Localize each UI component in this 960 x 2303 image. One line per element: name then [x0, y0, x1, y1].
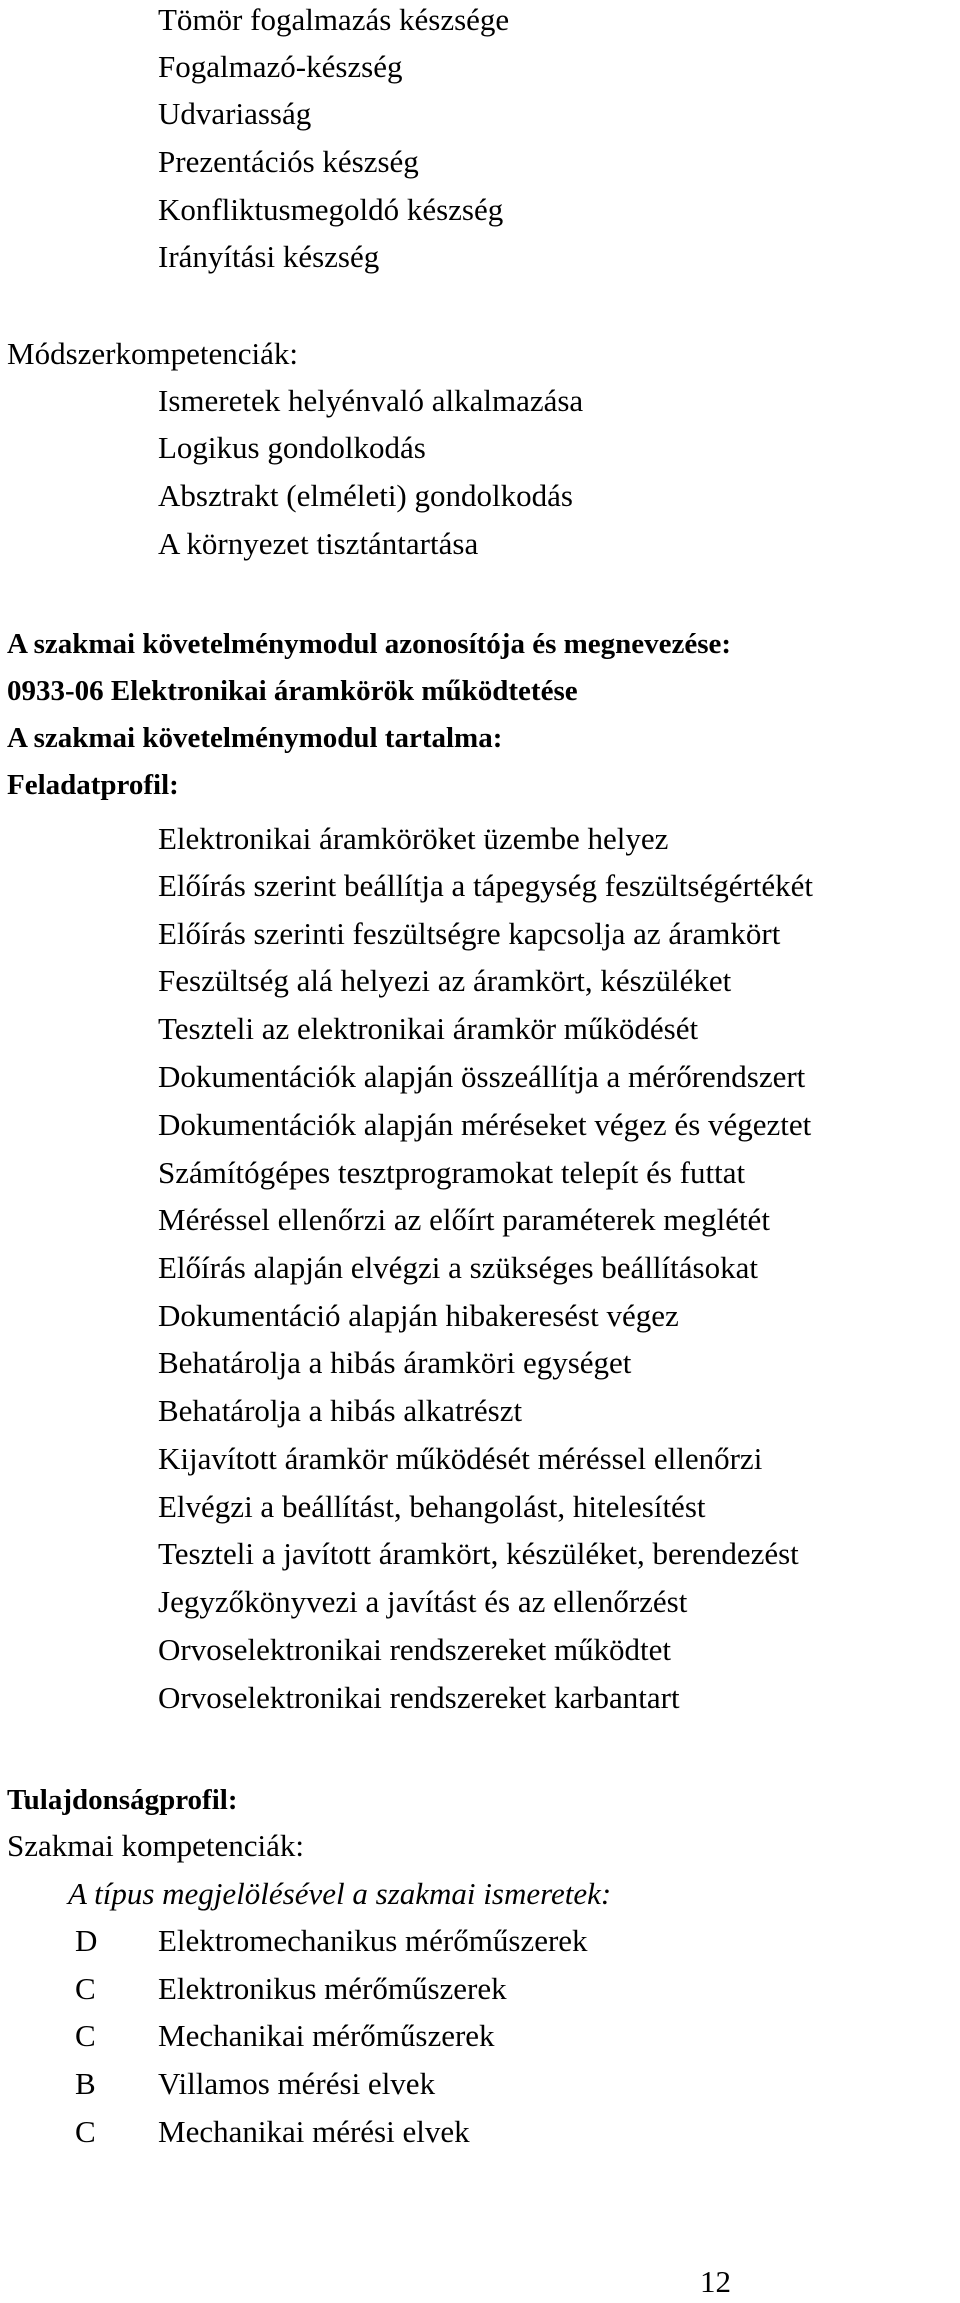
- knowledge-type-letter: D: [75, 1923, 98, 1958]
- task-item: Előírás alapján elvégzi a szükséges beállításokat: [158, 1250, 758, 1285]
- professional-competencies-subheading: Szakmai kompetenciák:: [7, 1828, 304, 1863]
- method-item: Ismeretek helyénvaló alkalmazása: [158, 383, 584, 418]
- skill-item: Udvariasság: [158, 96, 312, 131]
- property-profile-heading: Tulajdonságprofil:: [7, 1784, 238, 1816]
- task-item: Dokumentációk alapján összeállítja a mérőrendszert: [158, 1059, 806, 1094]
- task-profile-heading: Feladatprofil:: [7, 769, 179, 801]
- skill-item: Fogalmazó-készség: [158, 49, 403, 84]
- task-item: Kijavított áramkör működését méréssel ellenőrzi: [158, 1441, 763, 1476]
- knowledge-type-letter: C: [75, 1971, 96, 2006]
- knowledge-type-letter: C: [75, 2114, 96, 2149]
- task-item: Dokumentációk alapján méréseket végez és végeztet: [158, 1107, 812, 1142]
- task-item: Teszteli a javított áramkört, készüléket, berendezést: [158, 1536, 799, 1571]
- knowledge-item: Villamos mérési elvek: [158, 2066, 436, 2101]
- knowledge-item: Mechanikai mérési elvek: [158, 2114, 470, 2149]
- task-item: Behatárolja a hibás alkatrészt: [158, 1393, 523, 1428]
- skill-item: Tömör fogalmazás készsége: [158, 2, 510, 37]
- task-item: Orvoselektronikai rendszereket karbantart: [158, 1680, 680, 1715]
- task-item: Méréssel ellenőrzi az előírt paraméterek meglétét: [158, 1202, 770, 1237]
- skill-item: Prezentációs készség: [158, 144, 419, 179]
- module-id-heading: A szakmai követelménymodul azonosítója és megnevezése:: [7, 628, 732, 660]
- module-content-heading: A szakmai követelménymodul tartalma:: [7, 722, 503, 754]
- task-item: Számítógépes tesztprogramokat telepít és futtat: [158, 1155, 746, 1190]
- knowledge-item: Mechanikai mérőműszerek: [158, 2018, 495, 2053]
- knowledge-item: Elektromechanikus mérőműszerek: [158, 1923, 588, 1958]
- task-item: Feszültség alá helyezi az áramkört, készüléket: [158, 963, 732, 998]
- knowledge-type-intro: A típus megjelölésével a szakmai ismeretek:: [68, 1876, 612, 1911]
- task-item: Elektronikai áramköröket üzembe helyez: [158, 821, 669, 856]
- task-item: Előírás szerint beállítja a tápegység feszültségértékét: [158, 868, 814, 903]
- task-item: Előírás szerinti feszültségre kapcsolja az áramkört: [158, 916, 781, 951]
- knowledge-type-letter: C: [75, 2018, 96, 2053]
- task-item: Orvoselektronikai rendszereket működtet: [158, 1632, 672, 1667]
- method-item: A környezet tisztántartása: [158, 526, 479, 561]
- skill-item: Konfliktusmegoldó készség: [158, 192, 504, 227]
- page-number: 12: [700, 2264, 731, 2299]
- knowledge-type-letter: B: [75, 2066, 96, 2101]
- task-item: Teszteli az elektronikai áramkör működését: [158, 1011, 699, 1046]
- knowledge-item: Elektronikus mérőműszerek: [158, 1971, 507, 2006]
- method-item: Logikus gondolkodás: [158, 430, 426, 465]
- task-item: Elvégzi a beállítást, behangolást, hitelesítést: [158, 1489, 706, 1524]
- skill-item: Irányítási készség: [158, 239, 380, 274]
- method-competencies-heading: Módszerkompetenciák:: [7, 336, 298, 371]
- module-id-value: 0933-06 Elektronikai áramkörök működtetése: [7, 675, 578, 707]
- task-item: Behatárolja a hibás áramköri egységet: [158, 1345, 632, 1380]
- method-item: Absztrakt (elméleti) gondolkodás: [158, 478, 573, 513]
- task-item: Jegyzőkönyvezi a javítást és az ellenőrzést: [158, 1584, 688, 1619]
- task-item: Dokumentáció alapján hibakeresést végez: [158, 1298, 679, 1333]
